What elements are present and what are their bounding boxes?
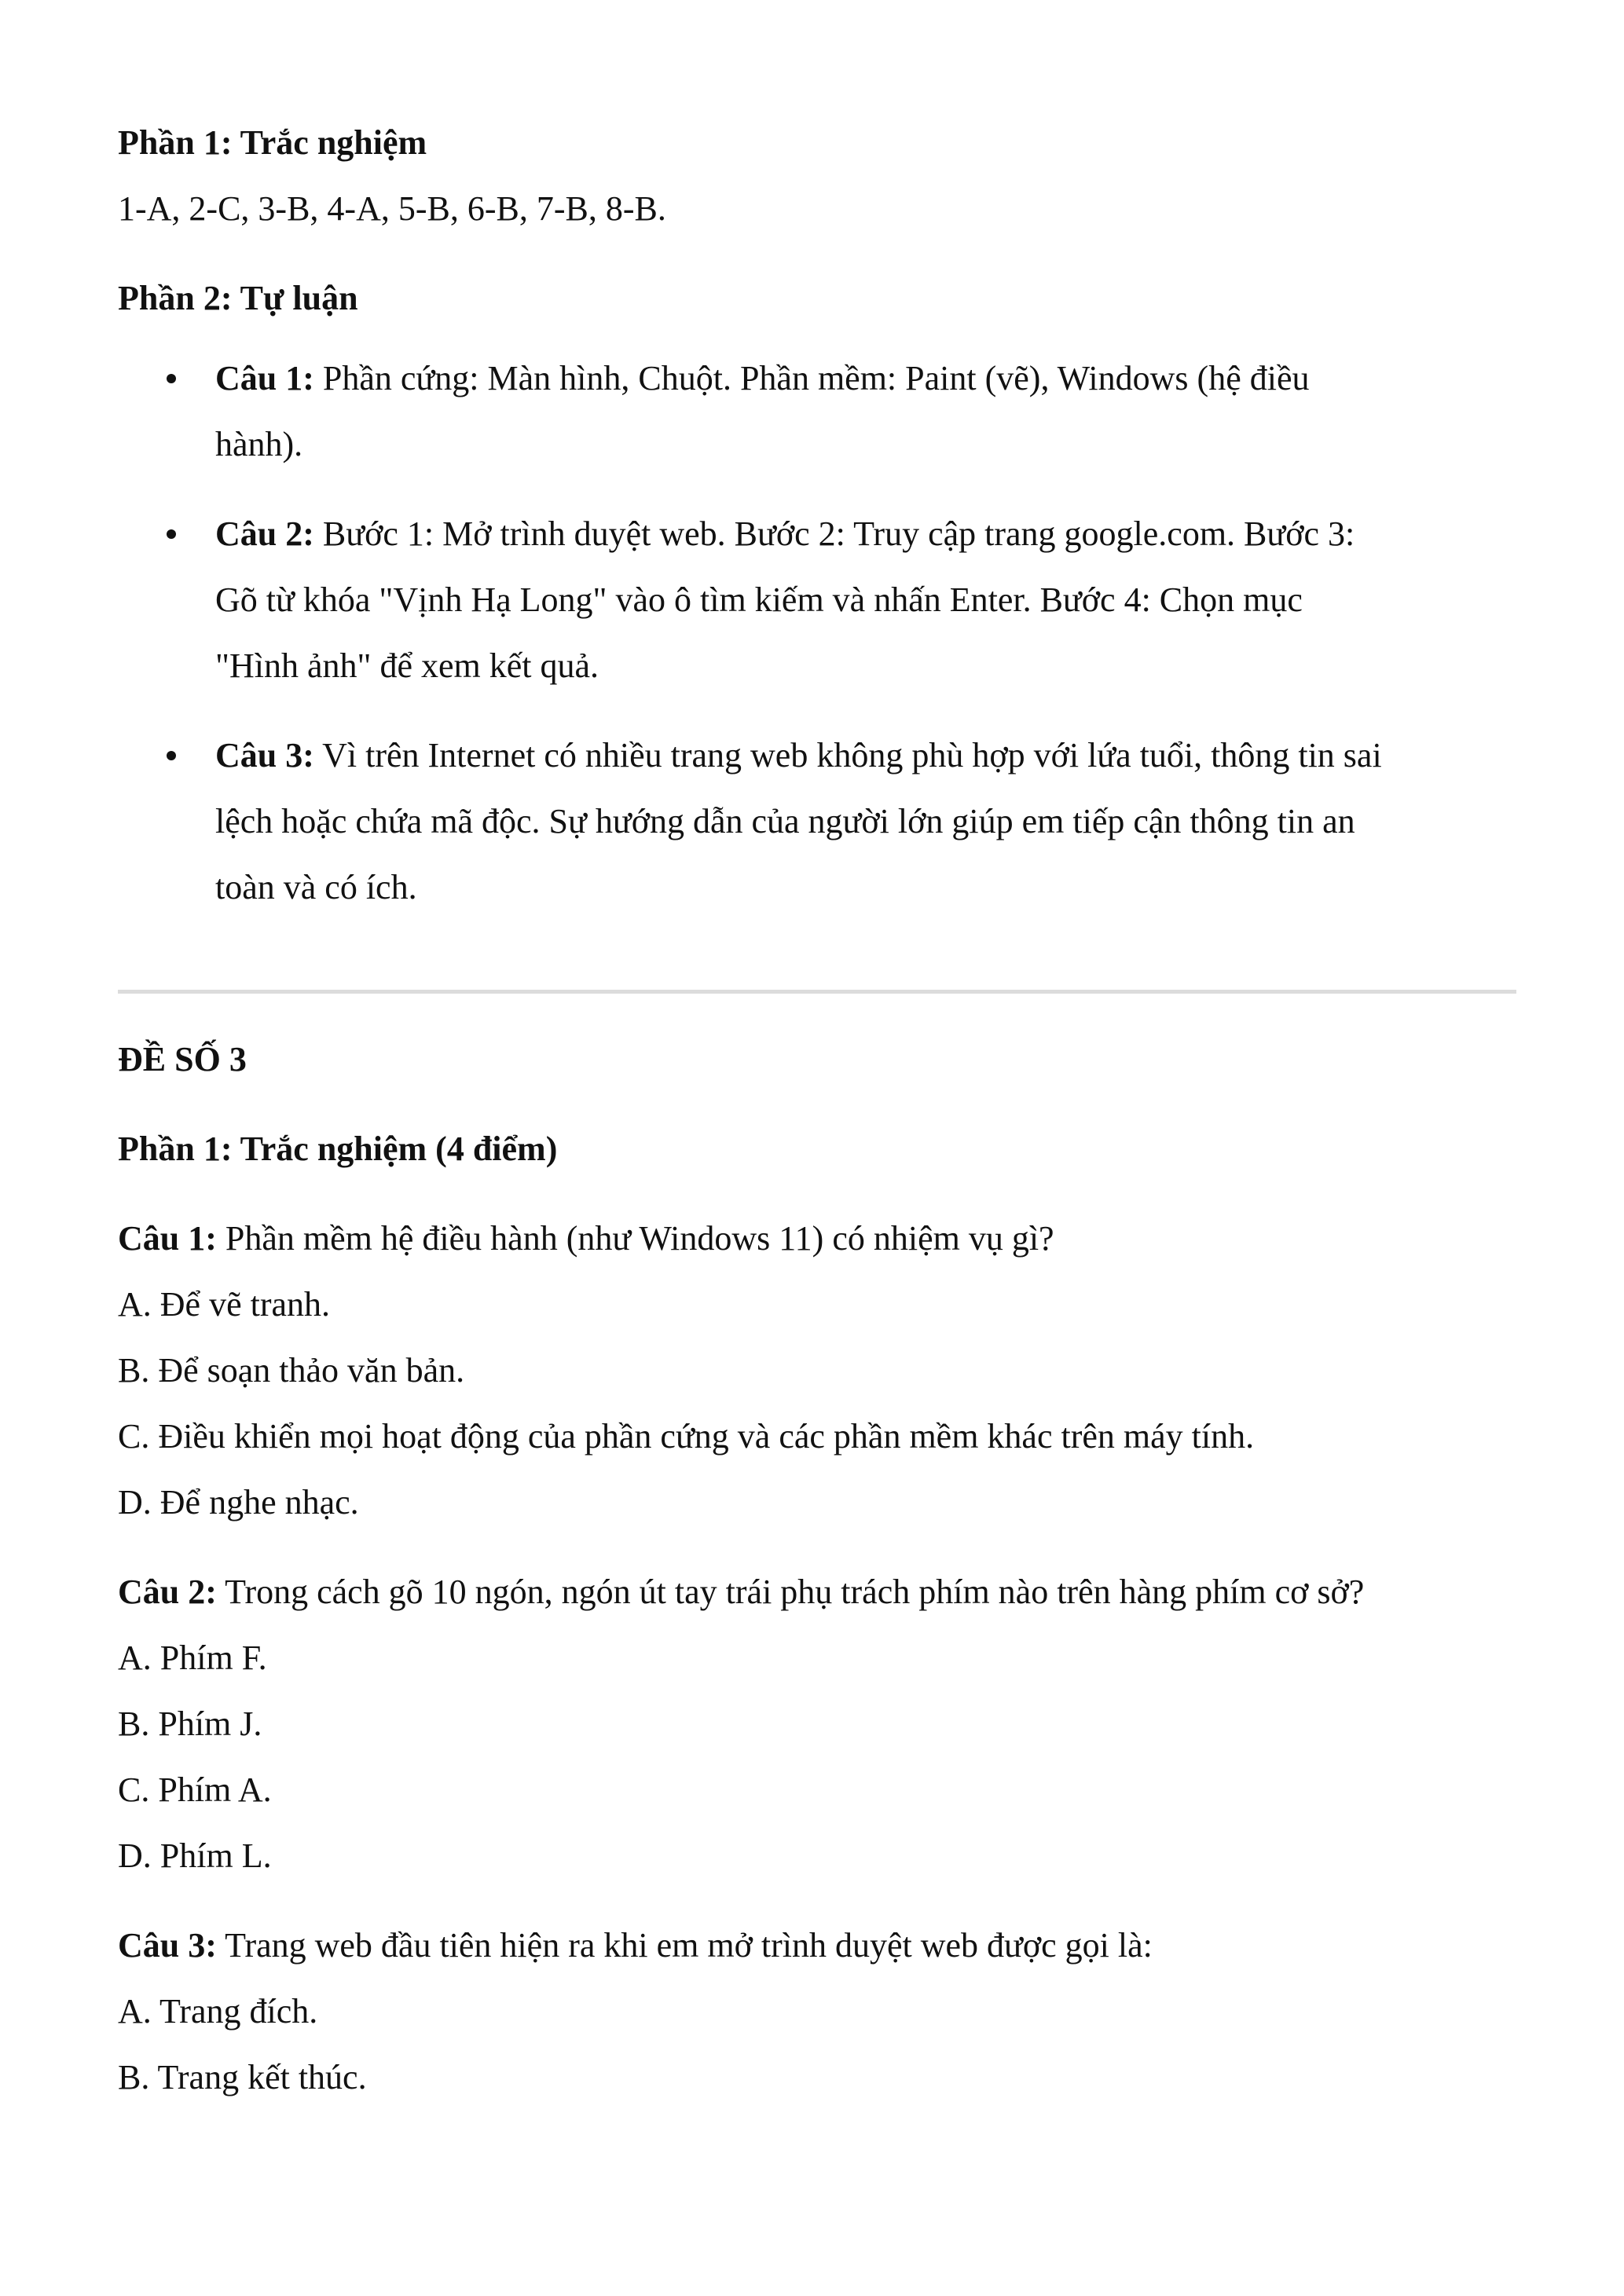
answer-item-2 bbox=[118, 501, 1516, 699]
answer-text-cont: lệch hoặc chứa mã độc. Sự hướng dẫn của người lớn giúp em tiếp cận thông tin an bbox=[215, 802, 1355, 840]
option-d: D. Để nghe nhạc. bbox=[118, 1483, 359, 1522]
section-divider bbox=[118, 990, 1516, 994]
question-3 bbox=[118, 1913, 1516, 2111]
exam-title: ĐỀ SỐ 3 bbox=[118, 1040, 247, 1078]
question-text: Phần mềm hệ điều hành (như Windows 11) có nhiệm vụ gì? bbox=[216, 1219, 1054, 1258]
part1-heading: Phần 1: Trắc nghiệm bbox=[118, 123, 427, 162]
question-text: Trang web đầu tiên hiện ra khi em mở trình duyệt web được gọi là: bbox=[216, 1926, 1153, 1965]
question-label: Câu 2: bbox=[118, 1573, 217, 1611]
part2-heading: Phần 2: Tự luận bbox=[118, 279, 358, 317]
question-2 bbox=[118, 1559, 1516, 1889]
option-c: C. Điều khiển mọi hoạt động của phần cứng và các phần mềm khác trên máy tính. bbox=[118, 1417, 1255, 1456]
option-d: D. Phím L. bbox=[118, 1836, 272, 1875]
answer-item-1 bbox=[118, 346, 1516, 478]
document-page bbox=[118, 110, 1516, 2111]
option-a: A. Để vẽ tranh. bbox=[118, 1285, 331, 1324]
answer-label: Câu 3: bbox=[215, 736, 314, 774]
option-b: B. Trang kết thúc. bbox=[118, 2058, 367, 2096]
option-a: A. Phím F. bbox=[118, 1639, 267, 1677]
option-b: B. Phím J. bbox=[118, 1705, 262, 1743]
question-label: Câu 1: bbox=[118, 1219, 217, 1258]
question-text: Trong cách gõ 10 ngón, ngón út tay trái phụ trách phím nào trên hàng phím cơ sở? bbox=[216, 1573, 1365, 1611]
answer-text-cont: toàn và có ích. bbox=[215, 868, 417, 906]
part1-answer-key: 1-A, 2-C, 3-B, 4-A, 5-B, 6-B, 7-B, 8-B. bbox=[118, 189, 666, 228]
answer-item-3 bbox=[118, 723, 1516, 921]
part2-answer-list bbox=[118, 346, 1516, 921]
option-c: C. Phím A. bbox=[118, 1771, 272, 1809]
answer-text-cont: hành). bbox=[215, 425, 303, 463]
bullet-icon bbox=[167, 751, 176, 760]
answer-text: Vì trên Internet có nhiều trang web không phù hợp với lứa tuổi, thông tin sai bbox=[313, 736, 1382, 774]
question-label: Câu 3: bbox=[118, 1926, 217, 1965]
answer-text: Bước 1: Mở trình duyệt web. Bước 2: Truy cập trang google.com. Bước 3: bbox=[313, 514, 1355, 553]
answer-text-cont: Gõ từ khóa "Vịnh Hạ Long" vào ô tìm kiếm và nhấn Enter. Bước 4: Chọn mục bbox=[215, 580, 1303, 619]
question-1 bbox=[118, 1206, 1516, 1536]
answer-text: Phần cứng: Màn hình, Chuột. Phần mềm: Paint (vẽ), Windows (hệ điều bbox=[313, 359, 1310, 397]
answer-label: Câu 1: bbox=[215, 359, 314, 397]
bullet-icon bbox=[167, 374, 176, 383]
answer-label: Câu 2: bbox=[215, 514, 314, 553]
option-a: A. Trang đích. bbox=[118, 1992, 318, 2031]
exam3-part1-heading: Phần 1: Trắc nghiệm (4 điểm) bbox=[118, 1130, 558, 1168]
bullet-icon bbox=[167, 529, 176, 539]
answer-text-cont: "Hình ảnh" để xem kết quả. bbox=[215, 646, 599, 685]
option-b: B. Để soạn thảo văn bản. bbox=[118, 1351, 465, 1390]
